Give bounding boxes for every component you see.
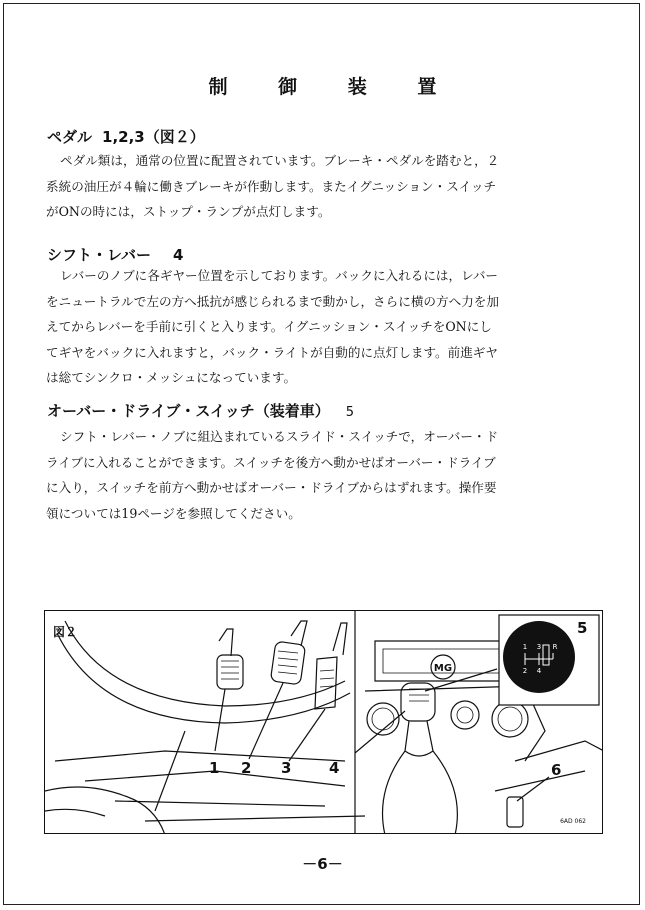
shift-pattern-label: 1 — [522, 643, 528, 651]
callout-6: 6 — [551, 761, 562, 779]
body-line: 領については19ページを参照してください。 — [46, 505, 301, 521]
section-heading-ref: 4 — [172, 246, 184, 264]
figure-2 — [44, 610, 603, 834]
callout-3: 3 — [281, 759, 292, 777]
mg-emblem: MG — [433, 663, 453, 674]
body-line: をニュートラルで左の方へ抵抗が感じられるまで動かし，さらに横の方へ力を加 — [46, 293, 499, 309]
shift-pattern-label: R — [552, 643, 558, 651]
section-body-shift-lever — [46, 263, 598, 391]
figure-illustration — [45, 611, 603, 834]
section-heading-ref: 5 — [345, 405, 355, 420]
section-body-pedal — [46, 148, 598, 225]
section-heading-text: ペダル — [47, 128, 93, 146]
page-number: －6－ — [302, 855, 343, 873]
body-line: 系統の油圧が４輪に働きブレーキが作動します。またイグニッション・スイッチ — [46, 178, 497, 194]
section-heading-text: シフト・レバー — [47, 246, 151, 264]
callout-2: 2 — [241, 759, 252, 777]
body-line: ライブに入れることができます。スイッチを後方へ動かせばオーバー・ドライブ — [46, 454, 496, 470]
section-body-overdrive-switch — [46, 424, 598, 526]
body-line: に入り，スイッチを前方へ動かせばオーバー・ドライブからはずれます。操作要 — [46, 480, 497, 496]
callout-5: 5 — [577, 619, 588, 637]
shift-pattern-label: 3 — [536, 643, 542, 651]
section-heading-shift-lever — [47, 244, 183, 265]
body-line: がONの時には，ストップ・ランプが点灯します。 — [46, 204, 331, 220]
body-line: は総てシンクロ・メッシュになっています。 — [46, 370, 297, 386]
section-heading-pedal — [47, 126, 205, 147]
body-line: てギヤをバックに入れますと，バック・ライトが自動的に点灯します。前進ギヤ — [46, 344, 498, 360]
figure-code: 6AD 062 — [560, 818, 586, 825]
section-heading-ref: 1,2,3（図２） — [102, 128, 205, 146]
figure-label: 図２ — [53, 625, 78, 639]
body-line: えてからレバーを手前に引くと入ります。イグニッション・スイッチをONにし — [46, 319, 492, 335]
callout-4: 4 — [329, 759, 340, 777]
section-heading-overdrive-switch — [47, 400, 354, 421]
callout-1: 1 — [209, 759, 220, 777]
body-line: レバーのノブに各ギヤー位置を示しております。バックに入れるには，レバー — [60, 268, 499, 283]
shift-pattern-label: 2 — [522, 667, 528, 675]
shift-pattern-label: 4 — [536, 667, 542, 675]
body-line: シフト・レバー・ノブに組込まれているスライド・スイッチで，オーバー・ド — [60, 429, 499, 444]
body-line: ペダル類は，通常の位置に配置されています。ブレーキ・ペダルを踏むと，２ — [60, 153, 500, 168]
page-title: 制 御 装 置 — [208, 76, 459, 98]
section-heading-text: オーバー・ドライブ・スイッチ（装着車） — [47, 402, 330, 420]
